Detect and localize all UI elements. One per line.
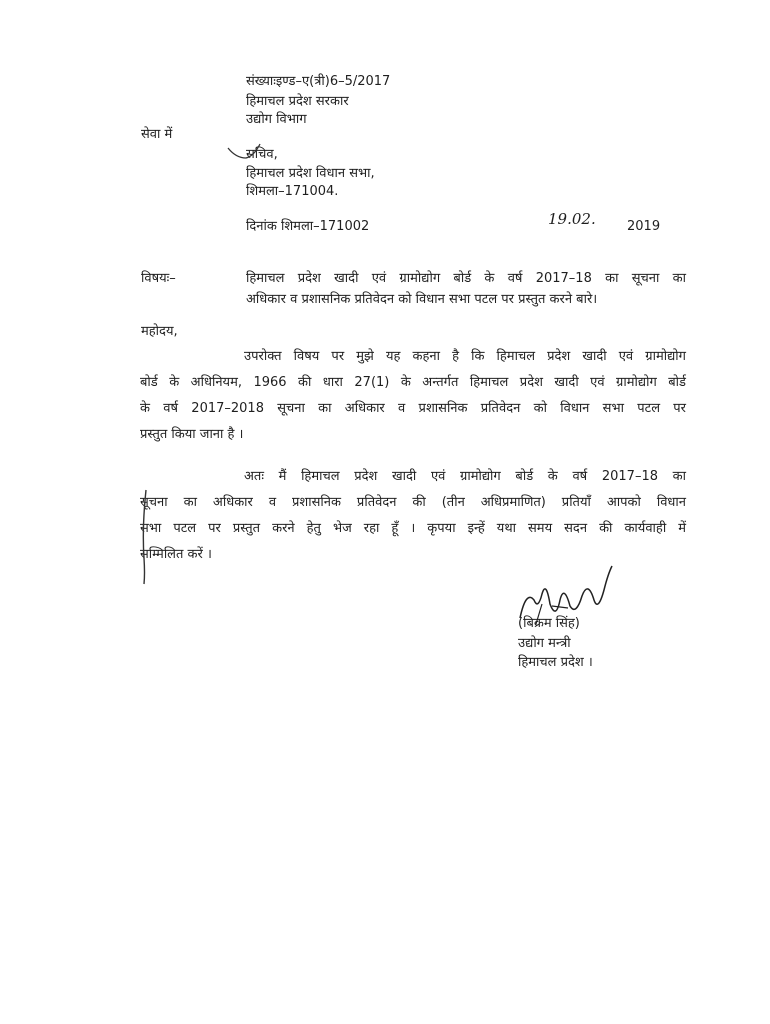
- paragraph-1-line-2: बोर्ड के अधिनियम, 1966 की धारा 27(1) के अन्तर्गत हिमाचल प्रदेश खादी एवं ग्रामोद्योग बोर्ड: [140, 375, 686, 390]
- paragraph-2-line-2: सूचना का अधिकार व प्रशासनिक प्रतिवेदन की (तीन अधिप्रमाणित) प्रतियाँ आपको विधान: [140, 495, 686, 510]
- paragraph-2-line-4: सम्मिलित करें ।: [140, 547, 212, 562]
- addressee-office: हिमाचल प्रदेश विधान सभा,: [246, 166, 375, 181]
- addressee-city: शिमला–171004.: [246, 184, 339, 199]
- paragraph-1-line-1: उपरोक्त विषय पर मुझे यह कहना है कि हिमाचल प्रदेश खादी एवं ग्रामोद्योग: [244, 349, 686, 364]
- signatory-name: (बिक्रम सिंह): [518, 616, 580, 631]
- handwritten-date: 19.02.: [548, 210, 596, 228]
- body-paragraph-1: [140, 344, 686, 448]
- seva-mein-label: सेवा में: [141, 127, 173, 142]
- signatory-designation: उद्योग मन्त्री: [518, 636, 571, 651]
- subject-text: [246, 268, 686, 310]
- date-year: 2019: [627, 219, 661, 234]
- subject-label: विषयः–: [141, 271, 176, 286]
- government-name: हिमाचल प्रदेश सरकार: [246, 94, 349, 109]
- body-paragraph-2: [140, 464, 686, 568]
- paragraph-2-line-1: अतः मैं हिमाचल प्रदेश खादी एवं ग्रामोद्योग बोर्ड के वर्ष 2017–18 का: [244, 469, 686, 484]
- paragraph-2-line-3: सभा पटल पर प्रस्तुत करने हेतु भेज रहा हूँ । कृपया इन्हें यथा समय सदन की कार्यवाही में: [140, 521, 686, 536]
- margin-pen-mark: [138, 488, 152, 588]
- reference-number: संख्याःइण्ड–ए(त्री)6–5/2017: [246, 74, 391, 89]
- subject-line-1: हिमाचल प्रदेश खादी एवं ग्रामोद्योग बोर्ड के वर्ष 2017–18 का सूचना का: [246, 271, 686, 286]
- salutation: महोदय,: [141, 324, 178, 339]
- subject-line-2: अधिकार व प्रशासनिक प्रतिवेदन को विधान सभा पटल पर प्रस्तुत करने बारे।: [246, 292, 598, 307]
- signatory-state: हिमाचल प्रदेश ।: [518, 655, 593, 670]
- date-place: दिनांक शिमला–171002: [246, 219, 370, 234]
- addressee-designation: सचिव,: [246, 147, 278, 162]
- department-name: उद्योग विभाग: [246, 112, 307, 127]
- pen-tick-mark: [226, 142, 266, 162]
- paragraph-1-line-4: प्रस्तुत किया जाना है ।: [140, 427, 244, 442]
- paragraph-1-line-3: के वर्ष 2017–2018 सूचना का अधिकार व प्रशासनिक प्रतिवेदन को विधान सभा पटल पर: [140, 401, 686, 416]
